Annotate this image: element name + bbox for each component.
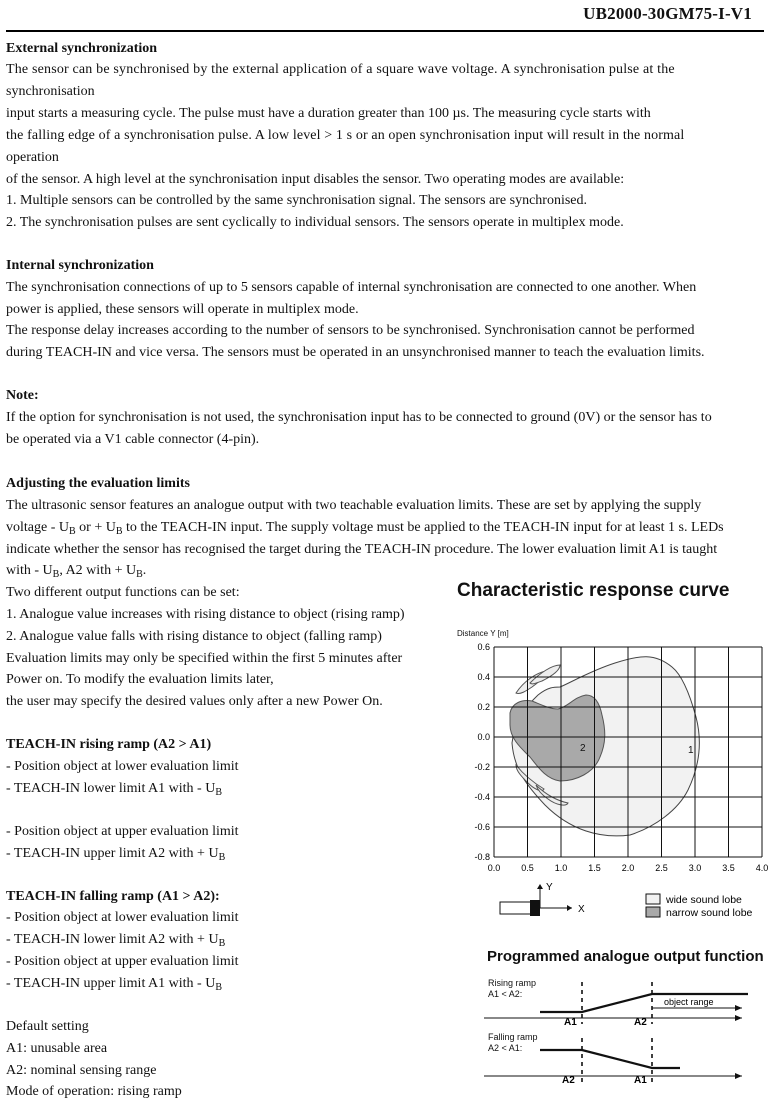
adjust-line: 2. Analogue value falls with rising distance to object (falling ramp) <box>6 629 382 644</box>
x-tick-label: 3.0 <box>688 863 702 873</box>
rising-ramp-condition: A1 < A2: <box>488 989 523 999</box>
int-sync-line: during TEACH-IN and vice versa. The sensors must be operated in an unsynchronised manner to teach the evaluation limits. <box>6 345 705 360</box>
falling-ramp-plot <box>484 1038 742 1082</box>
adjust-line: 1. Analogue value increases with rising distance to object (rising ramp) <box>6 607 405 622</box>
falling-step: - TEACH-IN upper limit A1 with - $U_B$ <box>6 976 223 993</box>
x-tick-label: 1.0 <box>554 863 568 873</box>
y-tick-label: -0.8 <box>474 852 490 862</box>
y-tick-label: 0.4 <box>477 672 490 682</box>
object-range-label: object range <box>664 997 714 1007</box>
rising-ramp-label: Rising ramp <box>488 978 537 988</box>
int-sync-line: The response delay increases according to the number of sensors to be synchronised. Synchronisation cannot be performed <box>6 323 695 338</box>
default-line: Mode of operation: rising ramp <box>6 1084 182 1099</box>
y-tick-label: -0.6 <box>474 822 490 832</box>
axis-y-label: Y <box>546 882 553 893</box>
rising-a1-label: A1 <box>564 1017 577 1028</box>
adjust-line: the user may specify the desired values only after a new Power On. <box>6 694 383 709</box>
output-function-diagram <box>480 972 755 1090</box>
falling-ramp-line <box>540 1050 680 1068</box>
legend-label-narrow: narrow sound lobe <box>666 907 753 919</box>
rising-ramp-line <box>540 994 748 1012</box>
ext-sync-line: input starts a measuring cycle. The pulse must have a duration greater than 100 µs. The measuring cycle starts with <box>6 106 651 121</box>
axis-x-label: X <box>578 904 585 915</box>
note-line: be operated via a V1 cable connector (4-pin). <box>6 432 260 447</box>
heading-teach-falling: TEACH-IN falling ramp (A1 > A2): <box>6 889 220 904</box>
adjust-line: indicate whether the sensor has recognised the target during the TEACH-IN procedure. The lower evaluation limit A1 is taught <box>6 542 718 557</box>
narrow-lobe-label: 2 <box>580 743 586 754</box>
falling-ramp-condition: A2 < A1: <box>488 1043 523 1053</box>
legend-swatch-wide <box>646 894 660 904</box>
falling-a1-label: A1 <box>634 1075 647 1086</box>
rising-a2-label: A2 <box>634 1017 647 1028</box>
x-tick-labels <box>488 863 769 873</box>
ext-sync-line: of the sensor. A high level at the synchronisation input disables the sensor. Two operating modes are available: <box>6 172 625 187</box>
ext-sync-line: operation <box>6 150 59 165</box>
y-tick-label: -0.4 <box>474 792 490 802</box>
rising-step: - Position object at lower evaluation limit <box>6 759 239 774</box>
x-tick-label: 3.5 <box>722 863 735 873</box>
falling-step: - TEACH-IN lower limit A2 with + $U_B$ <box>6 932 226 949</box>
adjust-line: Evaluation limits may only be specified within the first 5 minutes after <box>6 651 403 666</box>
y-tick-label: 0.0 <box>477 732 490 742</box>
heading-external-sync: External synchronization <box>6 41 158 56</box>
header-rule <box>6 30 764 32</box>
chart-legend-area <box>494 878 764 928</box>
heading-internal-sync: Internal synchronization <box>6 258 154 273</box>
document-title: UB2000-30GM75-I-V1 <box>583 4 752 23</box>
ext-sync-line: the falling edge of a synchronisation pulse. A low level > 1 s or an open synchronisation input will result in the normal <box>6 128 685 143</box>
adjust-line: The ultrasonic sensor features an analogue output with two teachable evaluation limits. These are set by applying the supply <box>6 498 702 513</box>
adjust-line: Power on. To modify the evaluation limits later, <box>6 672 274 687</box>
wide-lobe-label: 1 <box>688 745 694 756</box>
adjust-line: Two different output functions can be set: <box>6 585 240 600</box>
default-line: A1: unusable area <box>6 1041 108 1056</box>
default-line: A2: nominal sensing range <box>6 1063 157 1078</box>
page-header <box>0 0 770 30</box>
x-tick-label: 0.5 <box>521 863 534 873</box>
falling-a2-label: A2 <box>562 1075 575 1086</box>
adjust-line: voltage - $U_B$ or + $U_B$ to the TEACH-IN input. The supply voltage must be applied to the TEACH-IN input for at least 1 s. LEDs <box>6 520 724 537</box>
legend-label-wide: wide sound lobe <box>666 894 742 906</box>
ext-sync-line: synchronisation <box>6 84 95 99</box>
legend-swatch-narrow <box>646 907 660 917</box>
heading-adjusting: Adjusting the evaluation limits <box>6 476 190 491</box>
x-tick-label: 0.0 <box>487 863 501 873</box>
ext-sync-line: 1. Multiple sensors can be controlled by the same synchronisation signal. The sensors are synchronised. <box>6 193 588 208</box>
x-tick-label: 2.0 <box>621 863 635 873</box>
y-tick-labels <box>474 642 490 862</box>
falling-step: - Position object at lower evaluation limit <box>6 910 239 925</box>
y-tick-label: 0.2 <box>477 702 490 712</box>
y-tick-label: -0.2 <box>474 762 490 772</box>
sensor-icon <box>500 900 540 916</box>
heading-note: Note: <box>6 388 39 403</box>
rising-step: - Position object at upper evaluation limit <box>6 824 239 839</box>
ext-sync-line: 2. The synchronisation pulses are sent cyclically to individual sensors. The sensors operate in multiplex mode. <box>6 215 624 230</box>
rising-step: - TEACH-IN upper limit A2 with + $U_B$ <box>6 846 226 863</box>
falling-step: - Position object at upper evaluation limit <box>6 954 239 969</box>
y-tick-label: 0.6 <box>477 642 490 652</box>
axis-arrows-icon <box>537 884 572 911</box>
falling-ramp-label: Falling ramp <box>488 1032 538 1042</box>
ext-sync-line: The sensor can be synchronised by the external application of a square wave voltage. A synchronisation pulse at the <box>6 62 675 77</box>
chart-title: Characteristic response curve <box>457 580 730 601</box>
note-line: If the option for synchronisation is not used, the synchronisation input has to be connected to ground (0V) or the sensor has to <box>6 410 712 425</box>
x-tick-label: 4.0 <box>755 863 769 873</box>
rising-step: - TEACH-IN lower limit A1 with - $U_B$ <box>6 781 223 798</box>
default-line: Default setting <box>6 1019 89 1034</box>
x-tick-label: 2.5 <box>655 863 668 873</box>
side-lobe <box>530 665 560 684</box>
int-sync-line: power is applied, these sensors will operate in multiplex mode. <box>6 302 359 317</box>
int-sync-line: The synchronisation connections of up to 5 sensors capable of internal synchronisation are connected to one another. When <box>6 280 697 295</box>
adjust-line: with - $U_B$, A2 with + $U_B$. <box>6 563 147 580</box>
output-function-title: Programmed analogue output function <box>487 948 764 965</box>
heading-teach-rising: TEACH-IN rising ramp (A2 > A1) <box>6 737 212 752</box>
y-axis-label: Distance Y [m] <box>457 629 509 638</box>
x-tick-label: 1.5 <box>588 863 601 873</box>
